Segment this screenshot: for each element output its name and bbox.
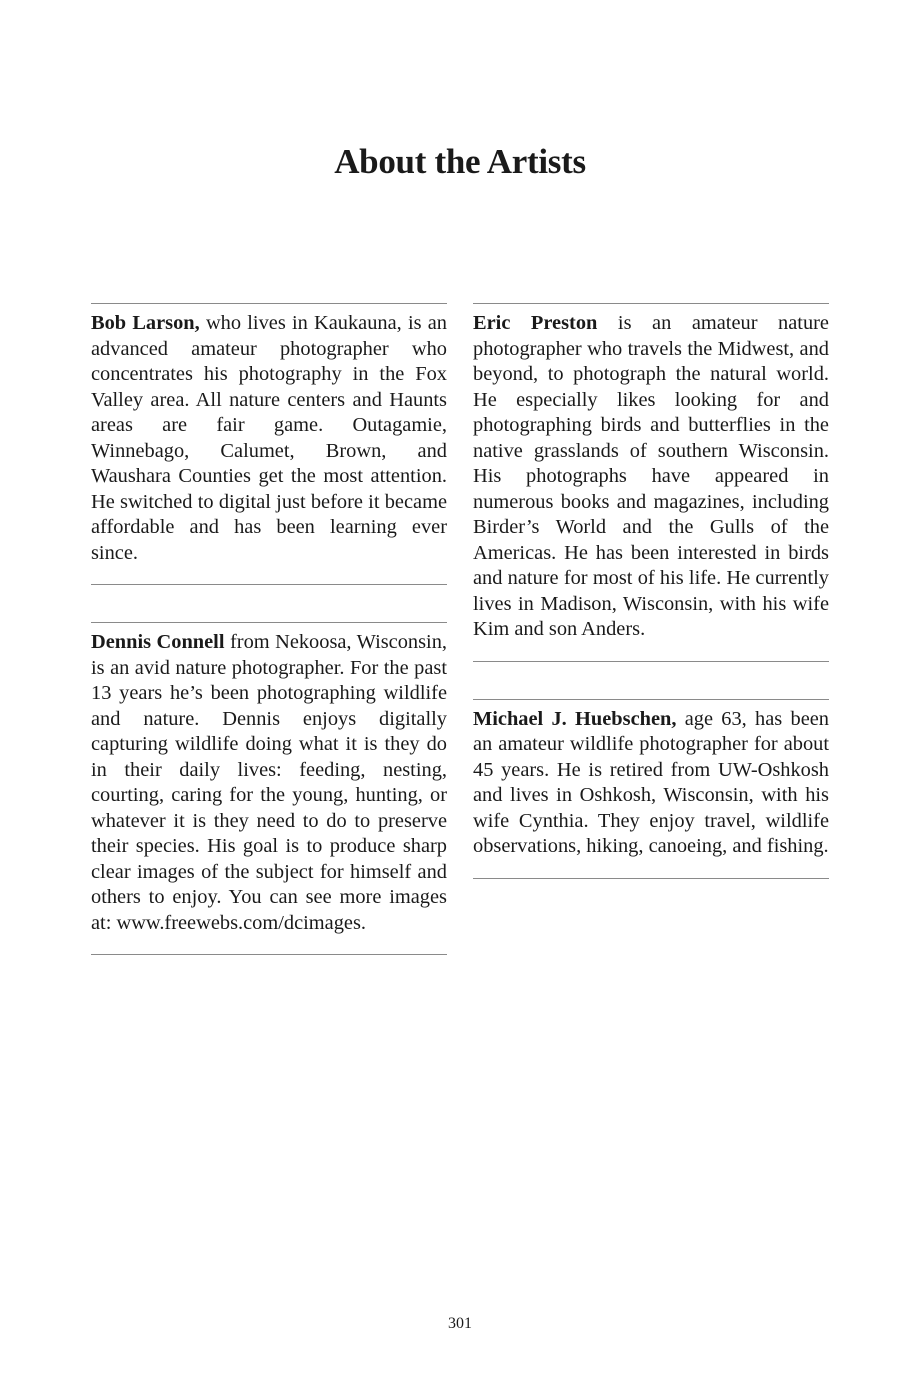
bio-text: [473, 707, 829, 860]
bio-dennis-connell: [91, 622, 447, 955]
page-number: 301: [448, 1315, 472, 1332]
bio-body: is an amateur nature photographer who travels the Midwest, and beyond, to photograph the natural world. He especially likes looking for and photographing birds and butterflies in the native grasslands of southern Wisconsin. His photographs have appeared in numerous books and magazines, including Birder’s World and the Gulls of the Americas. He has been interested in birds and nature for most of his life. He currently lives in Madison, Wisconsin, with his wife Kim and son Anders.: [473, 312, 829, 640]
left-column: [91, 303, 447, 992]
right-column: [473, 303, 829, 916]
page-title: About the Artists: [334, 142, 586, 181]
bio-body: age 63, has been an amateur wildlife photographer for about 45 years. He is retired from UW-Oshkosh and lives in Oshkosh, Wisconsin, with his wife Cynthia. They enjoy travel, wildlife observations, hiking, canoeing, and fishing.: [473, 707, 829, 857]
bio-body: from Nekoosa, Wisconsin, is an avid nature photographer. For the past 13 years he’s been photographing wildlife and nature. Dennis enjoys digitally capturing wildlife doing what it is they do in their daily lives: feeding, nesting, courting, caring for the young, hunting, or whatever it is they need to do to preserve their species. His goal is to produce sharp clear images of the subject for himself and others to enjoy. You can see more images at: www.freewebs.com/dcimages.: [91, 631, 447, 934]
bio-text: [91, 630, 447, 936]
artist-name: Dennis Connell: [91, 631, 225, 653]
bio-bob-larson: [91, 303, 447, 585]
bio-text: [473, 311, 829, 643]
bio-eric-preston: [473, 303, 829, 662]
artist-name: Michael J. Huebschen,: [473, 707, 677, 730]
artist-name: Bob Larson,: [91, 312, 200, 334]
artist-name: Eric Preston: [473, 312, 598, 334]
bio-body: who lives in Kaukauna, is an advanced amateur photographer who concentrates his photography in the Fox Valley area. All nature centers and Haunts areas are fair game. Outagamie, Winnebago, Calumet, Brown, and Waushara Counties get the most attention. He switched to digital just before it became affordable and has been learning ever since.: [91, 312, 447, 564]
bio-text: [91, 311, 447, 566]
bio-michael-huebschen: [473, 699, 829, 879]
